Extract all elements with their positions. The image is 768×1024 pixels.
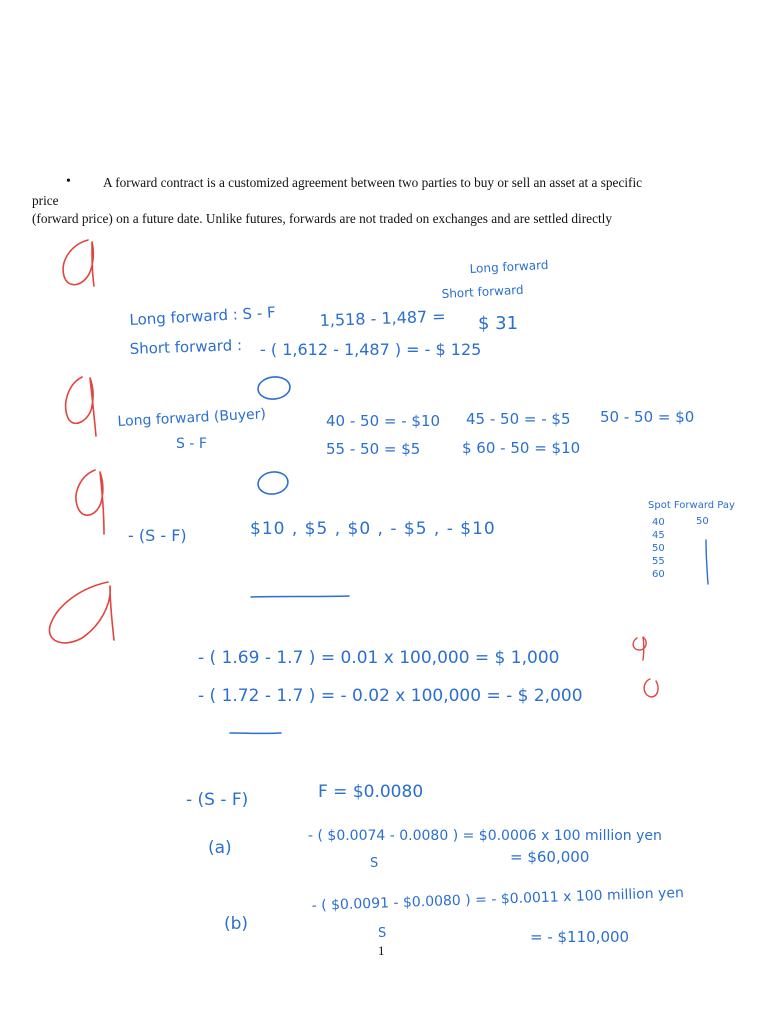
zero-circle-1-icon [257,375,291,400]
question-marker-2-icon [66,377,96,436]
long-forward-calc: 1,518 - 1,487 = [319,306,446,330]
q5a-calc: - ( $0.0074 - 0.0080 ) = $0.0006 x 100 million yen [308,828,662,844]
table-header: Spot Forward Pay [648,500,735,511]
bullet-marker: • [66,174,71,189]
q2-label: Long forward (Buyer) [117,406,267,430]
q2-calc-60: $ 60 - 50 = $10 [462,439,581,457]
paragraph-line-3: (forward price) on a future date. Unlike futures, forwards are not traded on exchanges and are settled directly [32,211,613,226]
long-forward-result: $ 31 [478,313,519,334]
q5b-result: = - $110,000 [530,928,630,946]
q3-values: $10 , $5 , $0 , - $5 , - $10 [250,519,496,539]
q5b-s-label: S [378,926,387,941]
paragraph-line-2: price [32,193,59,208]
q5b-label: (b) [224,914,249,934]
zero-circle-2-icon [257,470,290,496]
q5a-result: = $60,000 [510,848,590,866]
q2-calc-40: 40 - 50 = - $10 [326,412,441,430]
table-bracket-icon [706,540,708,584]
q5b-calc: - ( $0.0091 - $0.0080 ) = - $0.0011 x 100 million yen [311,885,685,914]
q5a-label: (a) [208,838,232,858]
page-number: 1 [378,943,385,958]
q3-formula: - (S - F) [128,526,187,545]
divider-line-1-icon [251,596,349,597]
q2-calc-50: 50 - 50 = $0 [600,408,695,426]
q2-calc-45: 45 - 50 = - $5 [466,410,571,428]
table-spot-values: 40 45 50 55 60 [652,517,665,580]
heading-long-forward: Long forward [469,257,549,276]
mark-q4-line1-icon [633,637,646,660]
mark-q4-line2-icon [644,679,658,697]
paragraph-line-1: A forward contract is a customized agreement between two parties to buy or sell an asset at a specific [103,175,643,190]
q2-sub-label: S - F [176,436,207,452]
q2-calc-55: 55 - 50 = $5 [326,440,421,458]
q5-forward-price: F = $0.0080 [318,782,424,802]
long-forward-label: Long forward : S - F [129,303,277,329]
short-forward-calc: - ( 1,612 - 1,487 ) = - $ 125 [260,340,482,359]
question-marker-4-icon [49,582,114,643]
table-forward-value: 50 [696,516,709,527]
question-marker-3-icon [76,470,104,534]
short-forward-label: Short forward : [129,336,243,358]
q5-formula: - (S - F) [186,790,249,810]
heading-short-forward: Short forward [441,282,524,301]
q5a-s-label: S [370,856,379,871]
q4-line-1: - ( 1.69 - 1.7 ) = 0.01 x 100,000 = $ 1,000 [198,648,560,668]
question-marker-1-icon [63,240,94,286]
q4-line-2: - ( 1.72 - 1.7 ) = - 0.02 x 100,000 = - $ 2,000 [198,686,583,706]
